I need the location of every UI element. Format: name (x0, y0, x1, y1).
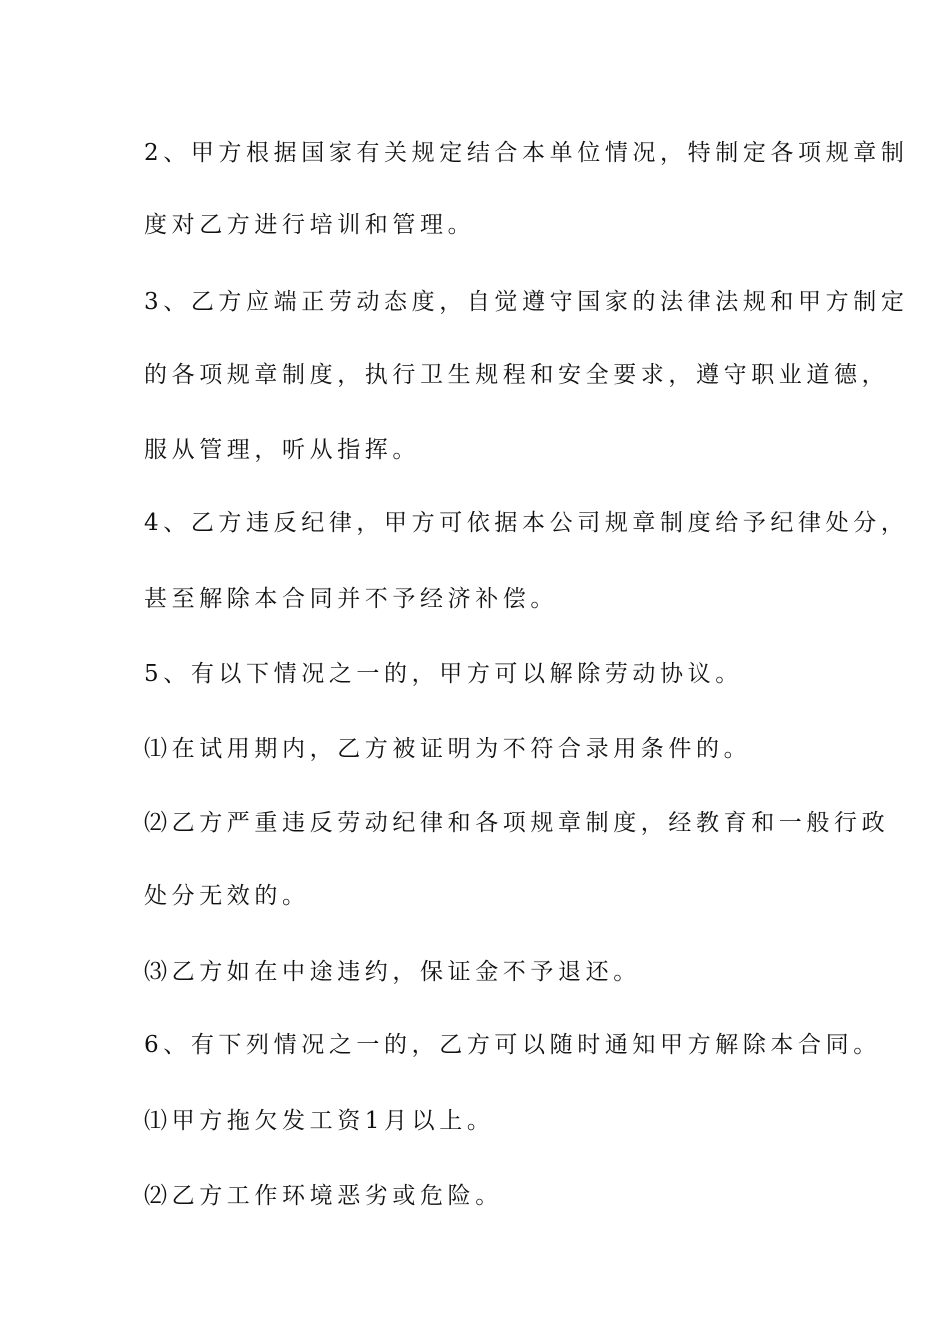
clause-5-item-2-line-2: 处分无效的。 (144, 883, 310, 909)
clause-4-line-2: 甚至解除本合同并不予经济补偿。 (144, 586, 558, 612)
clause-3-line-2: 的各项规章制度，执行卫生规程和安全要求，遵守职业道德， (144, 362, 890, 388)
clause-6-item-1: ⑴甲方拖欠发工资1月以上。 (144, 1108, 495, 1134)
clause-4-line-1: 4、乙方违反纪律，甲方可依据本公司规章制度给予纪律处分， (144, 510, 909, 536)
clause-6-line-1: 6、有下列情况之一的，乙方可以随时通知甲方解除本合同。 (144, 1032, 881, 1058)
clause-6-item-2: ⑵乙方工作环境恶劣或危险。 (144, 1183, 503, 1209)
clause-5-line-1: 5、有以下情况之一的，甲方可以解除劳动协议。 (144, 661, 743, 687)
clause-5-item-1: ⑴在试用期内，乙方被证明为不符合录用条件的。 (144, 736, 752, 762)
clause-2-line-1: 2、甲方根据国家有关规定结合本单位情况，特制定各项规章制 (144, 140, 909, 166)
clause-3-line-1: 3、乙方应端正劳动态度，自觉遵守国家的法律法规和甲方制定 (144, 289, 909, 315)
clause-3-line-3: 服从管理，听从指挥。 (144, 437, 420, 463)
clause-5-item-3: ⑶乙方如在中途违约，保证金不予退还。 (144, 959, 641, 985)
clause-2-line-2: 度对乙方进行培训和管理。 (144, 212, 476, 238)
clause-5-item-2-line-1: ⑵乙方严重违反劳动纪律和各项规章制度，经教育和一般行政 (144, 810, 890, 836)
